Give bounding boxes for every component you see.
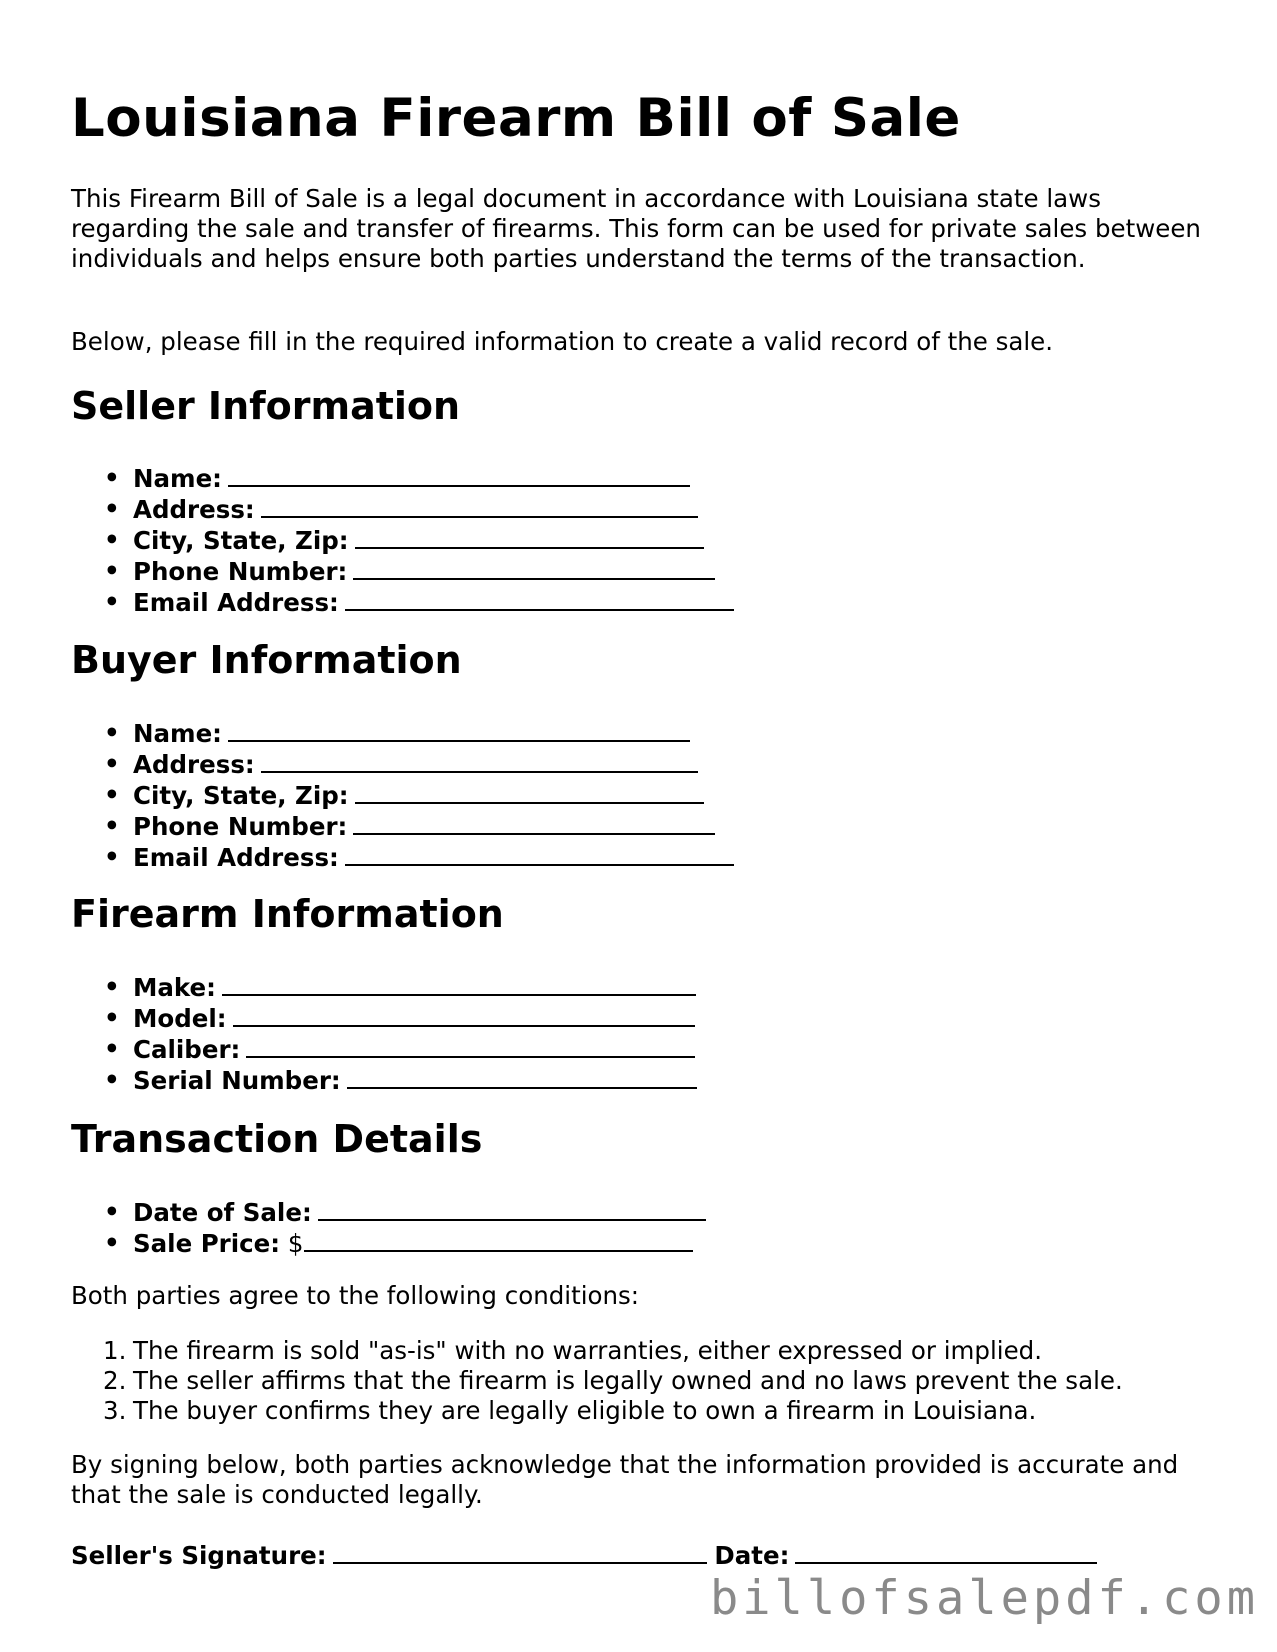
field-label: Sale Price: <box>133 1229 281 1258</box>
condition-number: 2. <box>103 1366 127 1395</box>
blank-line[interactable] <box>261 494 698 518</box>
firearm-serial-field[interactable] <box>71 1065 697 1096</box>
condition-text: The seller affirms that the firearm is legally owned and no laws prevent the sale. <box>133 1366 1123 1395</box>
blank-line[interactable] <box>353 811 715 835</box>
field-label: Address: <box>133 750 255 779</box>
agreement-intro: Both parties agree to the following conditions: <box>71 1281 640 1310</box>
blank-line[interactable] <box>233 1003 695 1027</box>
seller-city-field[interactable] <box>71 525 734 556</box>
conditions-list <box>71 1336 1123 1426</box>
transaction-heading: Transaction Details <box>71 1117 483 1161</box>
field-label: Name: <box>133 719 222 748</box>
blank-line[interactable] <box>222 972 696 996</box>
blank-line[interactable] <box>246 1034 695 1058</box>
field-label: City, State, Zip: <box>133 526 349 555</box>
blank-line[interactable] <box>345 842 734 866</box>
buyer-city-field[interactable] <box>71 780 734 811</box>
page-title: Louisiana Firearm Bill of Sale <box>71 88 961 149</box>
firearm-heading: Firearm Information <box>71 892 504 936</box>
field-label: Address: <box>133 495 255 524</box>
seller-heading: Seller Information <box>71 384 461 428</box>
field-label: Email Address: <box>133 843 339 872</box>
field-label: Email Address: <box>133 588 339 617</box>
blank-line[interactable] <box>345 587 734 611</box>
condition-item <box>71 1396 1123 1426</box>
field-label: Caliber: <box>133 1035 241 1064</box>
buyer-phone-field[interactable] <box>71 811 734 842</box>
watermark: billofsalepdf.com <box>709 1571 1259 1626</box>
buyer-heading: Buyer Information <box>71 638 462 682</box>
field-label: Name: <box>133 464 222 493</box>
acknowledgement-paragraph: By signing below, both parties acknowledge that the information provided is accurate and that the sale is conducted legally. <box>71 1450 1179 1509</box>
signature-date-blank[interactable] <box>795 1540 1097 1564</box>
condition-item <box>71 1366 1123 1396</box>
blank-line[interactable] <box>261 749 698 773</box>
field-label: Date of Sale: <box>133 1198 312 1227</box>
field-label: Make: <box>133 973 216 1002</box>
condition-number: 1. <box>103 1336 127 1365</box>
blank-line[interactable] <box>304 1228 693 1252</box>
blank-line[interactable] <box>347 1065 697 1089</box>
blank-line[interactable] <box>353 556 715 580</box>
field-label: Phone Number: <box>133 812 348 841</box>
buyer-name-field[interactable] <box>71 718 734 749</box>
seller-name-field[interactable] <box>71 463 734 494</box>
seller-signature-label: Seller's Signature: <box>71 1541 327 1570</box>
sale-price-field[interactable] <box>71 1228 706 1259</box>
seller-phone-field[interactable] <box>71 556 734 587</box>
signature-date-label: Date: <box>714 1541 790 1570</box>
condition-number: 3. <box>103 1396 127 1425</box>
seller-fields <box>71 463 734 618</box>
buyer-address-field[interactable] <box>71 749 734 780</box>
seller-signature-row <box>71 1540 1097 1571</box>
blank-line[interactable] <box>318 1197 706 1221</box>
firearm-caliber-field[interactable] <box>71 1034 697 1065</box>
condition-text: The buyer confirms they are legally eligible to own a firearm in Louisiana. <box>133 1396 1037 1425</box>
firearm-fields <box>71 972 697 1096</box>
buyer-email-field[interactable] <box>71 842 734 873</box>
blank-line[interactable] <box>228 718 690 742</box>
instruction-paragraph: Below, please fill in the required information to create a valid record of the sale. <box>71 327 1054 356</box>
seller-signature-blank[interactable] <box>333 1540 707 1564</box>
field-label: City, State, Zip: <box>133 781 349 810</box>
seller-email-field[interactable] <box>71 587 734 618</box>
condition-text: The firearm is sold "as-is" with no warranties, either expressed or implied. <box>133 1336 1042 1365</box>
date-of-sale-field[interactable] <box>71 1197 706 1228</box>
blank-line[interactable] <box>228 463 690 487</box>
intro-paragraph: This Firearm Bill of Sale is a legal document in accordance with Louisiana state laws regarding the sale and transfer of firearms. This form can be used for private sales between individuals and helps ensure both parties understand the terms of the transaction. <box>71 184 1201 273</box>
field-label: Model: <box>133 1004 227 1033</box>
field-label: Phone Number: <box>133 557 348 586</box>
buyer-fields <box>71 718 734 873</box>
field-label: Serial Number: <box>133 1066 341 1095</box>
blank-line[interactable] <box>355 780 704 804</box>
firearm-make-field[interactable] <box>71 972 697 1003</box>
transaction-fields <box>71 1197 706 1259</box>
blank-line[interactable] <box>355 525 704 549</box>
firearm-model-field[interactable] <box>71 1003 697 1034</box>
currency-symbol: $ <box>287 1229 304 1258</box>
condition-item <box>71 1336 1123 1366</box>
seller-address-field[interactable] <box>71 494 734 525</box>
